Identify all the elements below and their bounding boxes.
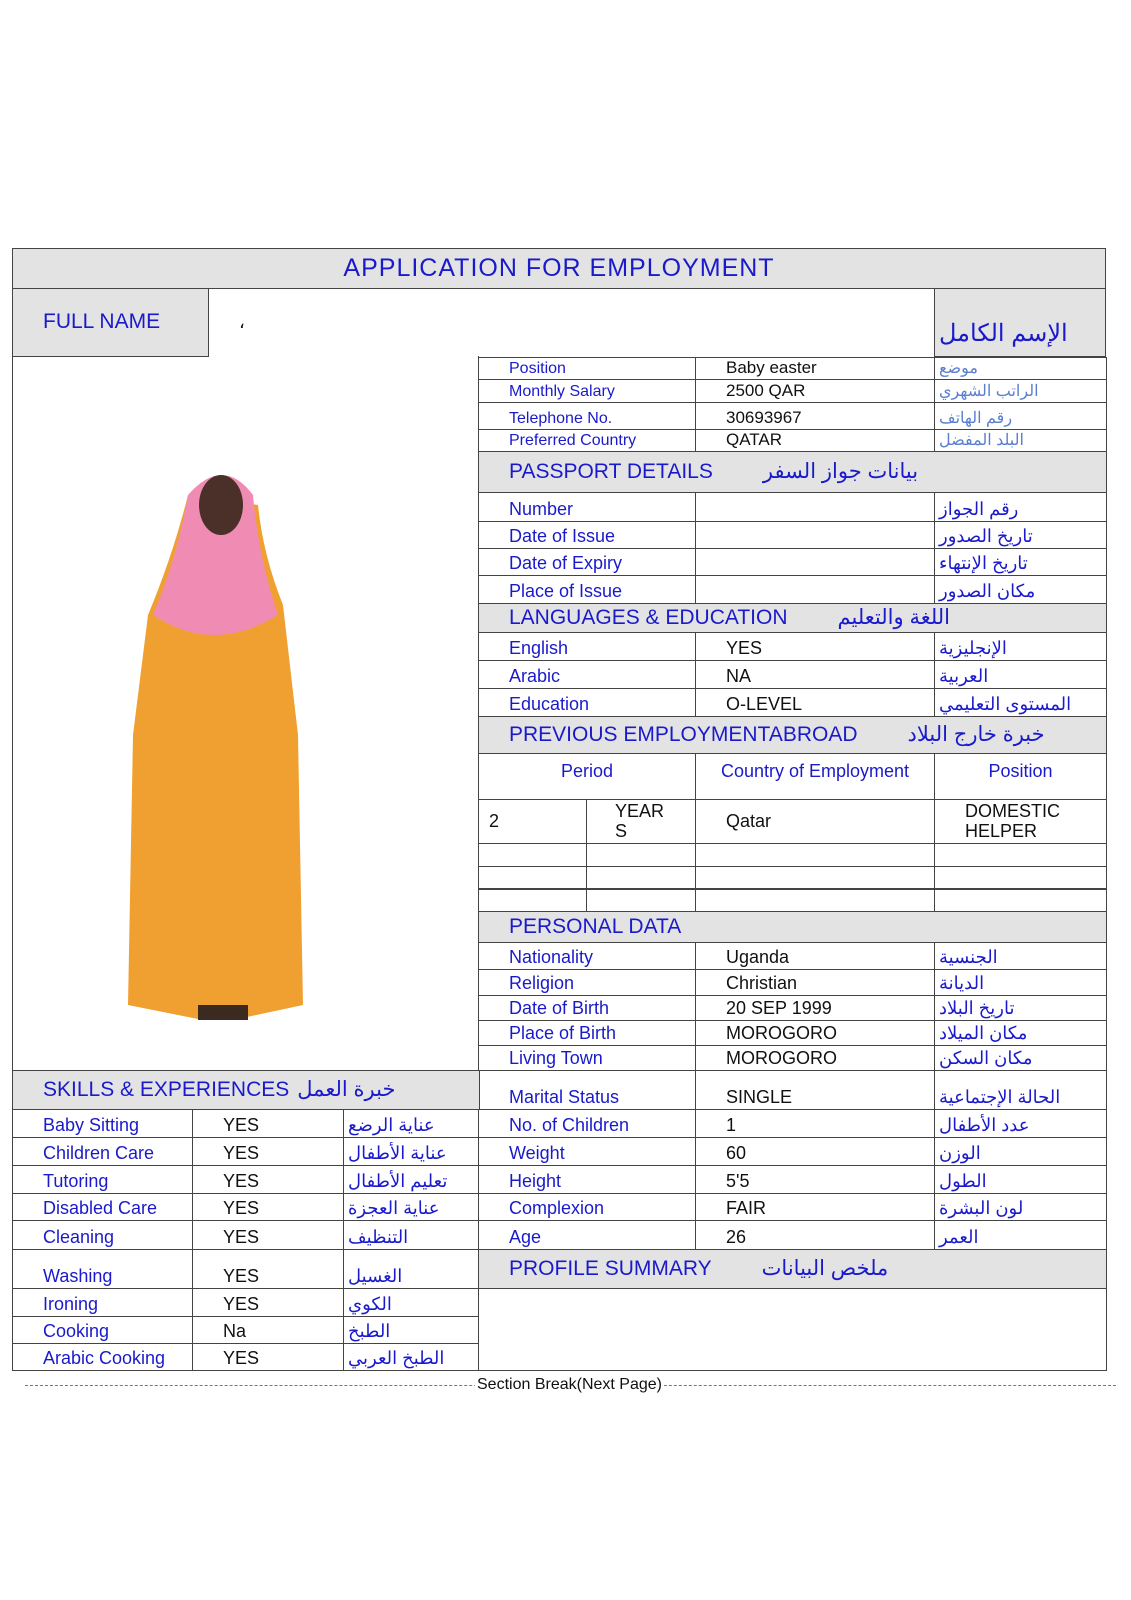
position: DOMESTIC HELPER bbox=[934, 799, 1107, 844]
skill-label-ar: الغسيل bbox=[343, 1249, 479, 1289]
section-header bbox=[478, 716, 1107, 754]
photo-cell bbox=[12, 356, 479, 1071]
empty-cell bbox=[934, 866, 1107, 890]
section-title: PREVIOUS EMPLOYMENTABROAD bbox=[509, 722, 858, 746]
row-label: Monthly Salary bbox=[478, 379, 696, 403]
skill-label: Cooking bbox=[12, 1316, 193, 1344]
row-label: No. of Children bbox=[478, 1109, 696, 1138]
row-label: Weight bbox=[478, 1137, 696, 1166]
row-label: Arabic bbox=[478, 660, 696, 689]
empty-cell bbox=[934, 843, 1107, 867]
row-label-ar: تاريخ البلاد bbox=[934, 995, 1107, 1021]
skill-label: Ironing bbox=[12, 1288, 193, 1317]
skill-value: YES bbox=[192, 1193, 344, 1221]
row-label-ar: العمر bbox=[934, 1220, 1107, 1250]
row-label: Place of Birth bbox=[478, 1020, 696, 1046]
row-label-ar: رقم الجواز bbox=[934, 492, 1107, 522]
empty-cell bbox=[695, 866, 935, 890]
row-label-ar: مكان السكن bbox=[934, 1045, 1107, 1071]
country: Qatar bbox=[695, 799, 935, 844]
section-header bbox=[478, 451, 1107, 493]
skill-value: YES bbox=[192, 1109, 344, 1138]
row-value bbox=[695, 521, 935, 549]
empty-cell bbox=[695, 843, 935, 867]
skill-label: Arabic Cooking bbox=[12, 1343, 193, 1371]
skill-label: Tutoring bbox=[12, 1165, 193, 1194]
row-value: NA bbox=[695, 660, 935, 689]
row-label-ar: الراتب الشهري bbox=[934, 379, 1107, 403]
section-title-ar: خبرة العمل bbox=[297, 1078, 396, 1101]
row-label-ar: عدد الأطفال bbox=[934, 1109, 1107, 1138]
row-value: 2500 QAR bbox=[695, 379, 935, 403]
section-break-label: Section Break(Next Page) bbox=[477, 1376, 662, 1393]
section-title-ar: خبرة خارج البلاد bbox=[907, 723, 1045, 746]
row-label: Complexion bbox=[478, 1193, 696, 1221]
row-value: 5'5 bbox=[695, 1165, 935, 1194]
row-label-ar: تاريخ الصدور bbox=[934, 521, 1107, 549]
col-position: Position bbox=[934, 753, 1107, 800]
section-header bbox=[478, 603, 1107, 633]
skill-value: YES bbox=[192, 1249, 344, 1289]
skill-label-ar: الطبخ العربي bbox=[343, 1343, 479, 1371]
section-title: SKILLS & EXPERIENCES bbox=[43, 1077, 290, 1101]
skills-header bbox=[12, 1070, 480, 1110]
section-title: PERSONAL DATA bbox=[509, 914, 682, 938]
row-label-ar: الإنجليزية bbox=[934, 632, 1107, 661]
row-value: 26 bbox=[695, 1220, 935, 1250]
row-label-ar: المستوى التعليمي bbox=[934, 688, 1107, 717]
row-label-ar: موضع bbox=[934, 357, 1107, 380]
row-value: FAIR bbox=[695, 1193, 935, 1221]
empty-cell bbox=[478, 866, 587, 890]
period-unit: YEAR S bbox=[586, 799, 656, 844]
row-value bbox=[695, 548, 935, 576]
row-value: MOROGORO bbox=[695, 1045, 935, 1071]
skill-label: Washing bbox=[12, 1249, 193, 1289]
section-title: PASSPORT DETAILS bbox=[509, 459, 713, 483]
empty-cell bbox=[934, 888, 1107, 912]
row-label: Date of Issue bbox=[478, 521, 696, 549]
section-break bbox=[25, 1376, 1116, 1393]
skill-label: Cleaning bbox=[12, 1220, 193, 1250]
empty-cell bbox=[478, 843, 587, 867]
applicant-photo bbox=[13, 355, 480, 1070]
row-value: YES bbox=[695, 632, 935, 661]
row-value: 20 SEP 1999 bbox=[695, 995, 935, 1021]
row-label-ar: العربية bbox=[934, 660, 1107, 689]
profile-summary-body bbox=[478, 1288, 1107, 1371]
section-title: LANGUAGES & EDUCATION bbox=[509, 605, 788, 629]
row-label: Height bbox=[478, 1165, 696, 1194]
skill-label: Disabled Care bbox=[12, 1193, 193, 1221]
row-value: QATAR bbox=[695, 429, 935, 452]
row-label: Position bbox=[478, 357, 696, 380]
empty-cell bbox=[586, 843, 696, 867]
section-title: PROFILE SUMMARY bbox=[509, 1256, 712, 1280]
col-country: Country of Employment bbox=[695, 753, 935, 800]
skill-label-ar: الكوي bbox=[343, 1288, 479, 1317]
row-label-ar: الديانة bbox=[934, 969, 1107, 996]
skill-value: YES bbox=[192, 1220, 344, 1250]
row-label-ar: تاريخ الإنتهاء bbox=[934, 548, 1107, 576]
row-label: Nationality bbox=[478, 942, 696, 970]
row-label: Telephone No. bbox=[478, 402, 696, 430]
empty-cell bbox=[586, 888, 696, 912]
skill-label-ar: عناية العجزة bbox=[343, 1193, 479, 1221]
row-value: SINGLE bbox=[695, 1070, 935, 1110]
row-label: Place of Issue bbox=[478, 575, 696, 604]
full-name-label-ar: الإسم الكامل bbox=[934, 288, 1106, 357]
skill-label: Children Care bbox=[12, 1137, 193, 1166]
row-value: Christian bbox=[695, 969, 935, 996]
row-label-ar: الحالة الإجتماعية bbox=[934, 1070, 1107, 1110]
empty-cell bbox=[478, 888, 587, 912]
row-label-ar: البلد المفضل bbox=[934, 429, 1107, 452]
section-title-ar: اللغة والتعليم bbox=[837, 606, 951, 629]
row-label: Date of Expiry bbox=[478, 548, 696, 576]
empty-cell bbox=[695, 888, 935, 912]
skill-label-ar: عناية الأطفال bbox=[343, 1137, 479, 1166]
row-value: O-LEVEL bbox=[695, 688, 935, 717]
row-value: Baby easter bbox=[695, 357, 935, 380]
section-header bbox=[478, 911, 1107, 943]
section-header bbox=[478, 1249, 1107, 1289]
row-label-ar: الطول bbox=[934, 1165, 1107, 1194]
row-value: MOROGORO bbox=[695, 1020, 935, 1046]
skill-label: Baby Sitting bbox=[12, 1109, 193, 1138]
row-label-ar: مكان الصدور bbox=[934, 575, 1107, 604]
form-title: APPLICATION FOR EMPLOYMENT bbox=[12, 248, 1106, 289]
row-label-ar: الجنسية bbox=[934, 942, 1107, 970]
skill-value: YES bbox=[192, 1165, 344, 1194]
skill-label-ar: الطبخ bbox=[343, 1316, 479, 1344]
row-label: Living Town bbox=[478, 1045, 696, 1071]
skill-value: YES bbox=[192, 1137, 344, 1166]
row-value bbox=[695, 575, 935, 604]
row-label: Date of Birth bbox=[478, 995, 696, 1021]
section-title-ar: بيانات جواز السفر bbox=[762, 460, 919, 483]
row-value: 1 bbox=[695, 1109, 935, 1138]
skill-value: YES bbox=[192, 1288, 344, 1317]
row-label: Age bbox=[478, 1220, 696, 1250]
row-value: 30693967 bbox=[695, 402, 935, 430]
row-value: 60 bbox=[695, 1137, 935, 1166]
row-label-ar: لون البشرة bbox=[934, 1193, 1107, 1221]
skill-value: YES bbox=[192, 1343, 344, 1371]
full-name-label: FULL NAME bbox=[12, 288, 209, 357]
row-label-ar: رقم الهاتف bbox=[934, 402, 1107, 430]
skill-value: Na bbox=[192, 1316, 344, 1344]
empty-cell bbox=[586, 866, 696, 890]
row-label-ar: مكان الميلاد bbox=[934, 1020, 1107, 1046]
skill-label-ar: التنظيف bbox=[343, 1220, 479, 1250]
row-label: Religion bbox=[478, 969, 696, 996]
row-label: Marital Status bbox=[478, 1070, 696, 1110]
section-title-ar: ملخص البيانات bbox=[761, 1257, 889, 1280]
row-label: Number bbox=[478, 492, 696, 522]
row-label: English bbox=[478, 632, 696, 661]
full-name-value: ، bbox=[208, 288, 935, 357]
row-label: Education bbox=[478, 688, 696, 717]
period-num: 2 bbox=[478, 799, 587, 844]
period-unit-border bbox=[586, 799, 696, 844]
row-value: Uganda bbox=[695, 942, 935, 970]
skill-label-ar: تعليم الأطفال bbox=[343, 1165, 479, 1194]
col-period: Period bbox=[478, 753, 696, 800]
row-label-ar: الوزن bbox=[934, 1137, 1107, 1166]
row-value bbox=[695, 492, 935, 522]
row-label: Preferred Country bbox=[478, 429, 696, 452]
skill-label-ar: عناية الرضع bbox=[343, 1109, 479, 1138]
